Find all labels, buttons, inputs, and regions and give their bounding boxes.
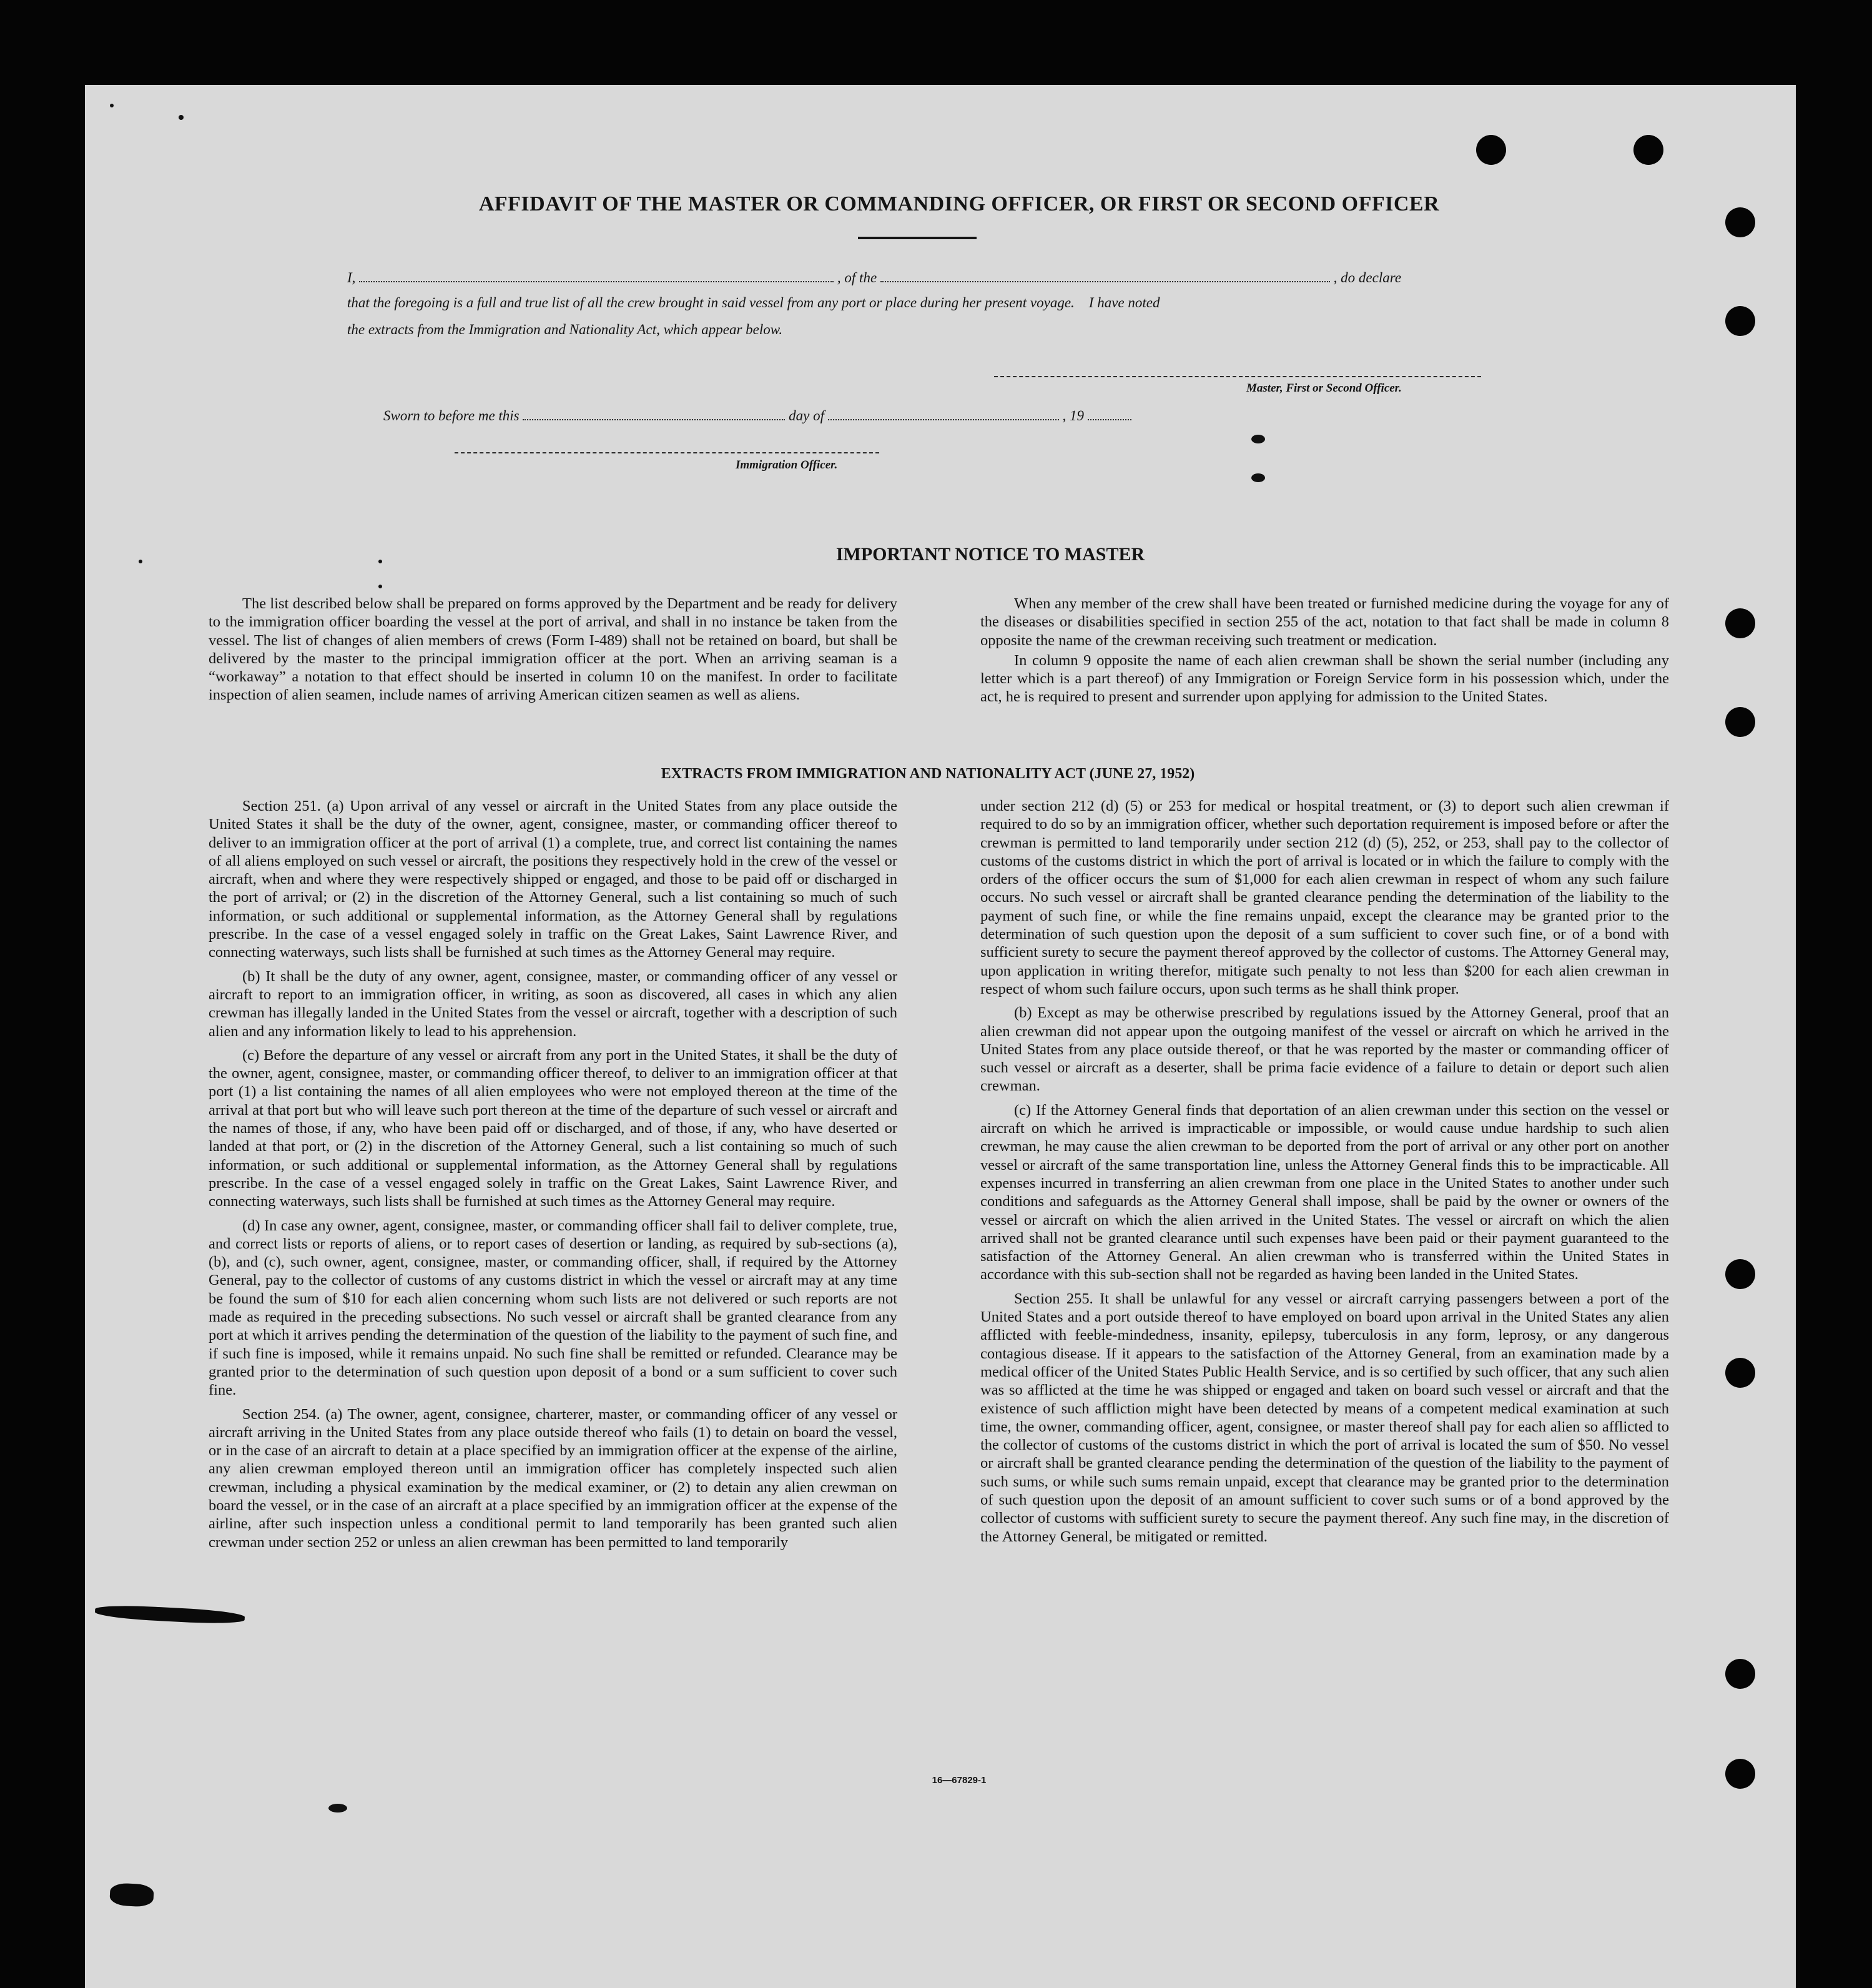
declaration-i: I,: [347, 270, 356, 285]
declaration-line-2: that the foregoing is a full and true list of all the crew brought in said vessel from any port or place during her present voyage. I have noted: [347, 295, 1160, 310]
binder-hole: [1725, 306, 1755, 336]
section-254c: (c) If the Attorney General finds that deportation of an alien crewman under this section on the vessel or aircraft on which he arrived is impracticable or impossible, or would cause undue hardship to such alien crewman, he may cause the alien crewman to be deported from the port of arrival or any other port on another vessel or aircraft of the same transportation line, unless the Attorney General finds this to be impracticable. All expenses incurred in transferring an alien crewman from one place in the United States to another under such conditions and safeguards as the Attorney General shall impose, shall be paid by the owner or owners of the vessel or aircraft on which the alien arrived in the United States. The vessel or aircraft on which the alien arrived shall not be granted clearance until such expenses have been paid or their payment guaranteed to the satisfaction of the Attorney General. An alien crewman who is transferred within the United States in accordance with this sub-section shall not be regarded as having been landed in the United States.: [980, 1101, 1669, 1283]
notice-right-paragraph-2: In column 9 opposite the name of each alien crewman shall be shown the serial number (including any letter which is a part thereof) of any Immigration or Foreign Service form in his possession which, under the act, he is required to present and surrender upon applying for admission to the United States.: [980, 651, 1669, 706]
binder-hole: [1725, 1259, 1755, 1289]
notice-left-paragraph: The list described below shall be prepared on forms approved by the Department and be ready for delivery to the immigration officer boarding the vessel at the port of arrival, and shall in no instance be taken from the vessel. The list of changes of alien members of crews (Form I-489) shall not be retained on board, but shall be delivered by the master to the principal immigration officer at the port. When an arriving seaman is a “workaway” a notation to that effect should be inserted in column 10 on the manifest. In order to facilitate inspection of alien seamen, include names of arriving American citizen seamen as well as aliens.: [209, 595, 897, 704]
notice-right-paragraph-1: When any member of the crew shall have been treated or furnished medicine during the voyage for any of the diseases or disabilities specified in section 255 of the act, notation to that fact shall be made in column 8 opposite the name of the crewman receiving such treatment or medication.: [980, 595, 1669, 649]
sworn-prefix: Sworn to before me this: [383, 408, 520, 423]
notice-left-column: [209, 595, 897, 710]
extracts-right-column: [980, 797, 1669, 1551]
master-signature-label: Master, First or Second Officer.: [1246, 382, 1402, 395]
ink-smudge: [95, 1604, 245, 1626]
title-underline: [858, 237, 977, 239]
scan-speck: [179, 115, 184, 120]
sworn-line: [383, 405, 1320, 424]
declaration-line-1: [347, 267, 1577, 286]
scan-speck: [139, 560, 142, 563]
section-251b: (b) It shall be the duty of any owner, agent, consignee, master, or commanding officer of any vessel or aircraft to report to an immigration officer, in writing, as soon as discovered, all cases in which any alien crewman has illegally landed in the United States from the vessel or aircraft, together with a description of such alien and any information likely to lead to his apprehension.: [209, 967, 897, 1040]
declaration-line-3: the extracts from the Immigration and Nationality Act, which appear below.: [347, 322, 783, 337]
immigration-officer-signature-line[interactable]: [455, 450, 879, 453]
section-254b: (b) Except as may be otherwise prescribed by regulations issued by the Attorney General, proof that an alien crewman did not appear upon the outgoing manifest of the vessel or aircraft on which he arrived in the United States from any place outside thereof, or that he was reported by the master or commanding officer of such vessel or aircraft as a deserter, shall be prima facie evidence of a failure to detain or deport such alien crewman.: [980, 1004, 1669, 1095]
scan-speck: [110, 104, 114, 107]
declaration-of-the: , of the: [837, 270, 877, 285]
section-251a: Section 251. (a) Upon arrival of any vessel or aircraft in the United States from any place outside the United States it shall be the duty of the owner, agent, consignee, master, or commanding officer thereof to deliver to an immigration officer at the port of arrival (1) a complete, true, and correct list containing the names of all aliens employed on such vessel or aircraft, the positions they respectively hold in the crew of the vessel or aircraft, when and where they were respectively shipped or engaged, and those to be paid off or discharged in the port of arrival; or (2) in the discretion of the Attorney General, such a list containing so much of such information, or such additional or supplemental information, as the Attorney General shall by regulations prescribe. In the case of a vessel engaged solely in traffic on the Great Lakes, Saint Lawrence River, and connecting waterways, such lists shall be furnished at such times as the Attorney General may require.: [209, 798, 897, 961]
form-number: 16—67829-1: [932, 1775, 987, 1786]
affidavit-title: AFFIDAVIT OF THE MASTER OR COMMANDING OFFICER, OR FIRST OR SECOND OFFICER: [478, 192, 1440, 215]
notice-right-column: [980, 595, 1669, 712]
form-page: [85, 85, 1796, 1988]
vessel-name-field[interactable]: [880, 267, 1330, 282]
notice-title: IMPORTANT NOTICE TO MASTER: [835, 544, 1145, 565]
extracts-title: EXTRACTS FROM IMMIGRATION AND NATIONALITY ACT (JUNE 27, 1952): [661, 766, 1195, 782]
binder-hole: [1725, 707, 1755, 737]
sworn-year-field[interactable]: [1088, 405, 1131, 420]
scan-speck: [378, 585, 382, 588]
binder-hole: [1725, 1358, 1755, 1388]
sworn-year-prefix: , 19: [1062, 408, 1084, 423]
scan-speck: [1251, 473, 1265, 482]
section-254a: Section 254. (a) The owner, agent, consignee, charterer, master, or commanding officer of any vessel or aircraft arriving in the United States from any place outside thereof who fails (1) to detain on board the vessel, or in the case of an aircraft to detain at a place specified by an immigration officer at the expense of the airline, any alien crewman employed thereon until an immigration officer has completely inspected such alien crewman, including a physical examination by the medical examiner, or (2) to detain any alien crewman on board the vessel, or in the case of an aircraft at a place specified by an immigration officer at the expense of the airline, after such inspection unless a conditional permit to land temporarily has been granted such alien crewman under section 252 or unless an alien crewman has been permitted to land temporarily: [209, 1405, 897, 1551]
section-254a-continued: under section 212 (d) (5) or 253 for medical or hospital treatment, or (3) to deport such alien crewman if required to do so by an immigration officer, whether such deportation requirement is imposed before or after the crewman is permitted to land temporarily under section 212 (d) (5), 252, or 253, shall pay to the collector of customs of the customs district in which the port of arrival is located or in which the failure to comply with the orders of the officer occurs the sum of $1,000 for each alien crewman in respect of whom any such failure occurs. No such vessel or aircraft shall be granted clearance pending the determination of the liability to the payment of such fine, or while the fine remains unpaid, except the clearance may be granted prior to the determination of such question upon the deposit of a sum sufficient to cover such fine, or of a bond with sufficient surety to secure the payment thereof approved by the collector of customs. The Attorney General may, upon application in writing therefor, mitigate such penalty to not less than $200 for each alien crewman in respect of whom such failure occurs, upon such terms as he shall think proper.: [980, 798, 1669, 997]
ink-smudge: [109, 1882, 154, 1907]
declarant-name-field[interactable]: [359, 267, 834, 282]
scan-speck: [1251, 435, 1265, 443]
scan-speck: [328, 1804, 347, 1812]
section-251d: (d) In case any owner, agent, consignee, master, or commanding officer shall fail to deliver complete, true, and correct lists or reports of aliens, or to report cases of desertion or landing, as required by sub-sections (a), (b), and (c), such owner, agent, consignee, master, or commanding officer, shall, if required by the Attorney General, pay to the collector of customs of any customs district in which the vessel or aircraft may at any time be found the sum of $10 for each alien concerning whom such lists are not delivered or such reports are not made as required in the preceding subsections. No such vessel or aircraft shall be granted clearance from any port at which it arrives pending the determination of the question of the liability to the payment of such fine, and if such fine is imposed, while it remains unpaid. No such fine shall be remitted or refunded. Clearance may be granted prior to the determination of such question upon deposit of a bond or a sum sufficient to cover such fine.: [209, 1217, 897, 1399]
declaration-do-declare: , do declare: [1333, 270, 1402, 285]
binder-hole: [1725, 1759, 1755, 1789]
sworn-day-field[interactable]: [523, 405, 785, 420]
sworn-month-field[interactable]: [828, 405, 1059, 420]
section-255: Section 255. It shall be unlawful for any vessel or aircraft carrying passengers between a port of the United States and a port outside thereof to have employed on board upon arrival in the United States any alien afflicted with feeble-mindedness, insanity, epilepsy, tuberculosis in any form, leprosy, or any dangerous contagious disease. If it appears to the satisfaction of the Attorney General, from an examination made by a medical officer of the United States Public Health Service, and is so certified by such officer, that any such alien was so afflicted at the time he was shipped or engaged and taken on board such vessel or aircraft and that the existence of such affliction might have been detected by means of a competent medical examination at such time, the owner, commanding officer, agent, consignee, or master thereof shall pay for each alien so afflicted to the collector of customs of the customs district in which the port of arrival is located the sum of $50. No vessel or aircraft shall be granted clearance pending the determination of the question of the liability to the payment of such sums, or while such sums remain unpaid, except that clearance may be granted prior to the determination of such question upon the deposit of an amount sufficient to cover such sums or of a bond approved by the collector of customs with sufficient surety to secure the payment thereof. Any such fine may, in the discretion of the Attorney General, be mitigated or remitted.: [980, 1290, 1669, 1545]
section-251c: (c) Before the departure of any vessel or aircraft from any port in the United States, it shall be the duty of the owner, agent, consignee, master, or commanding officer thereof, to deliver to an immigration officer at that port (1) a list containing the names of all alien employees who were not employed thereon at the time of the arrival at that port but who will leave such port thereon at the time of the departure of such vessel or aircraft and the names of those, if any, who have been paid off or discharged, and of those, if any, who have deserted or landed at that port, or (2) in the discretion of the Attorney General, such a list containing so much of such information, or such additional or supplemental information, as the Attorney General shall by regulations prescribe. In the case of a vessel engaged solely in traffic on the Great Lakes, Saint Lawrence River, and connecting waterways, such lists shall be furnished at such times as the Attorney General may require.: [209, 1046, 897, 1210]
binder-hole: [1725, 207, 1755, 237]
binder-hole: [1476, 135, 1506, 165]
binder-hole: [1633, 135, 1663, 165]
extracts-left-column: [209, 797, 897, 1557]
immigration-officer-label: Immigration Officer.: [736, 458, 838, 472]
master-signature-line[interactable]: [994, 373, 1481, 377]
sworn-day-of: day of: [789, 408, 824, 423]
binder-hole: [1725, 608, 1755, 638]
binder-hole: [1725, 1659, 1755, 1689]
